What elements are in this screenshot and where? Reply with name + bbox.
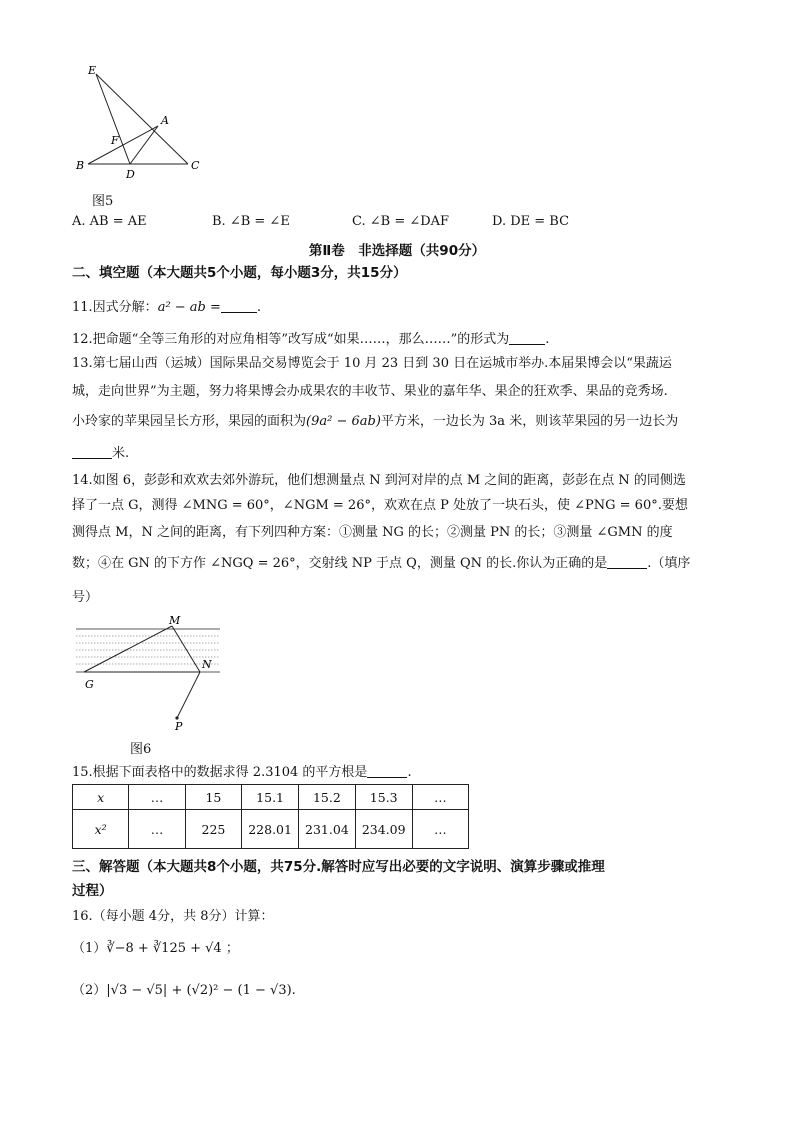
point-n-label: N [202,658,212,671]
q12-blank [509,331,545,345]
table-cell: x² [73,810,129,849]
point-b-label: B [76,159,85,172]
point-c-label: C [191,159,200,172]
table-cell: 228.01 [242,810,299,849]
question-12 [72,331,549,349]
q14-line3: 测得点 M，N 之间的距离，有下列四种方案：①测量 NG 的长；②测量 PN 的长；③测量 ∠GMN 的度 [72,525,673,540]
q13-line2: 城，走向世界”为主题，努力将果博会办成果农的丰收节、果业的嘉年华、果企的狂欢季、果品的竞秀场. [72,384,668,399]
table-cell: 231.04 [299,810,356,849]
q11-blank [221,299,257,313]
q11-end: . [256,300,262,315]
figure-5-caption: 图5 [92,194,114,209]
q14-blank [607,555,647,569]
q13-line1: 13.第七届山西（运城）国际果品交易博览会于 10 月 23 日到 30 日在运城市举办.本届果博会以“果蔬运 [72,356,672,371]
q16-part1 [72,940,239,958]
point-m-label: M [169,614,181,627]
q11-expr: a² − ab = [157,300,221,315]
q14-line1: 14.如图 6，彭彭和欢欢去郊外游玩，他们想测量点 N 到河对岸的点 M 之间的距离，彭彭在点 N 的同侧选 [72,473,686,488]
q13-area-expr: (9a² − 6ab) [306,414,381,429]
table-cell: … [129,785,185,810]
q15-end: . [407,765,412,780]
q13-line3b: 平方米，一边长为 3a 米，则该苹果园的另一边长为 [380,414,679,429]
square-table [72,784,469,849]
question-15 [72,764,412,782]
point-e-label: E [88,64,97,77]
q13-unit: 米. [112,446,130,461]
q15-text: 15.根据下面表格中的数据求得 2.3104 的平方根是 [72,765,368,780]
q14-line4b: .（填序 [647,556,691,571]
q13-line4 [72,445,129,463]
figure-5 [70,60,210,180]
q16-part2 [72,982,296,1000]
q13-blank [72,445,112,459]
q14-line4 [72,555,690,573]
q16-p1-label: （1） [72,941,107,956]
figure-6-caption: 图6 [130,742,152,757]
point-f-label: F [111,134,119,147]
table-cell: 225 [185,810,242,849]
point-a-label: A [161,114,169,127]
q14-line4a: 数；④在 GN 的下方作 ∠NGQ = 26°，交射线 NP 于点 Q，测量 QN 的长.你认为正确的是 [72,556,608,571]
table-cell: 15.3 [355,785,412,810]
table-cell: … [129,810,185,849]
q13-line3a: 小玲家的苹果园呈长方形，果园的面积为 [72,414,307,429]
option-d: D. DE = BC [492,214,570,229]
table-cell: 15.2 [299,785,356,810]
q13-line3 [72,413,678,431]
table-cell: … [412,810,468,849]
table-cell: x [73,785,129,810]
section2-title: 二、填空题（本大题共5个小题，每小题3分，共15分） [72,265,407,281]
q11-text: 11.因式分解： [72,300,158,315]
section3-title-line2: 过程） [72,883,113,899]
table-row [73,810,469,849]
option-a: A. AB = AE [72,214,147,229]
point-g-label: G [85,678,94,691]
q16-stem: 16.（每小题 4分，共 8分）计算： [72,909,274,924]
q16-p2-expr: |√3 − √5| + (√2)² − (1 − √3). [106,983,296,998]
q15-blank [367,764,407,778]
q16-p2-label: （2） [72,983,107,998]
q14-line5: 号） [72,590,99,605]
figure-6 [74,612,224,734]
table-cell: 15.1 [242,785,299,810]
section3-title-line1: 三、解答题（本大题共8个小题，共75分.解答时应写出必要的文字说明、演算步骤或推理 [72,859,605,875]
table-row [73,785,469,810]
table-cell: … [412,785,468,810]
point-p-label: P [175,720,183,733]
option-b: B. ∠B = ∠E [212,214,290,229]
table-cell: 15 [185,785,242,810]
option-c: C. ∠B = ∠DAF [352,214,450,229]
table-cell: 234.09 [355,810,412,849]
part2-title: 第Ⅱ卷 非选择题（共90分） [308,243,486,259]
q14-line2: 择了一点 G，测得 ∠MNG = 60°，∠NGM = 26°，欢欢在点 P 处放了一块石头，使 ∠PNG = 60°.要想 [72,498,688,513]
q12-text: 12.把命题“全等三角形的对应角相等”改写成“如果……，那么……”的形式为 [72,332,510,347]
question-11 [72,299,261,317]
q12-end: . [545,332,550,347]
q16-p1-expr: ∛−8 + ∛125 + √4 ； [106,941,239,956]
point-d-label: D [126,168,135,180]
